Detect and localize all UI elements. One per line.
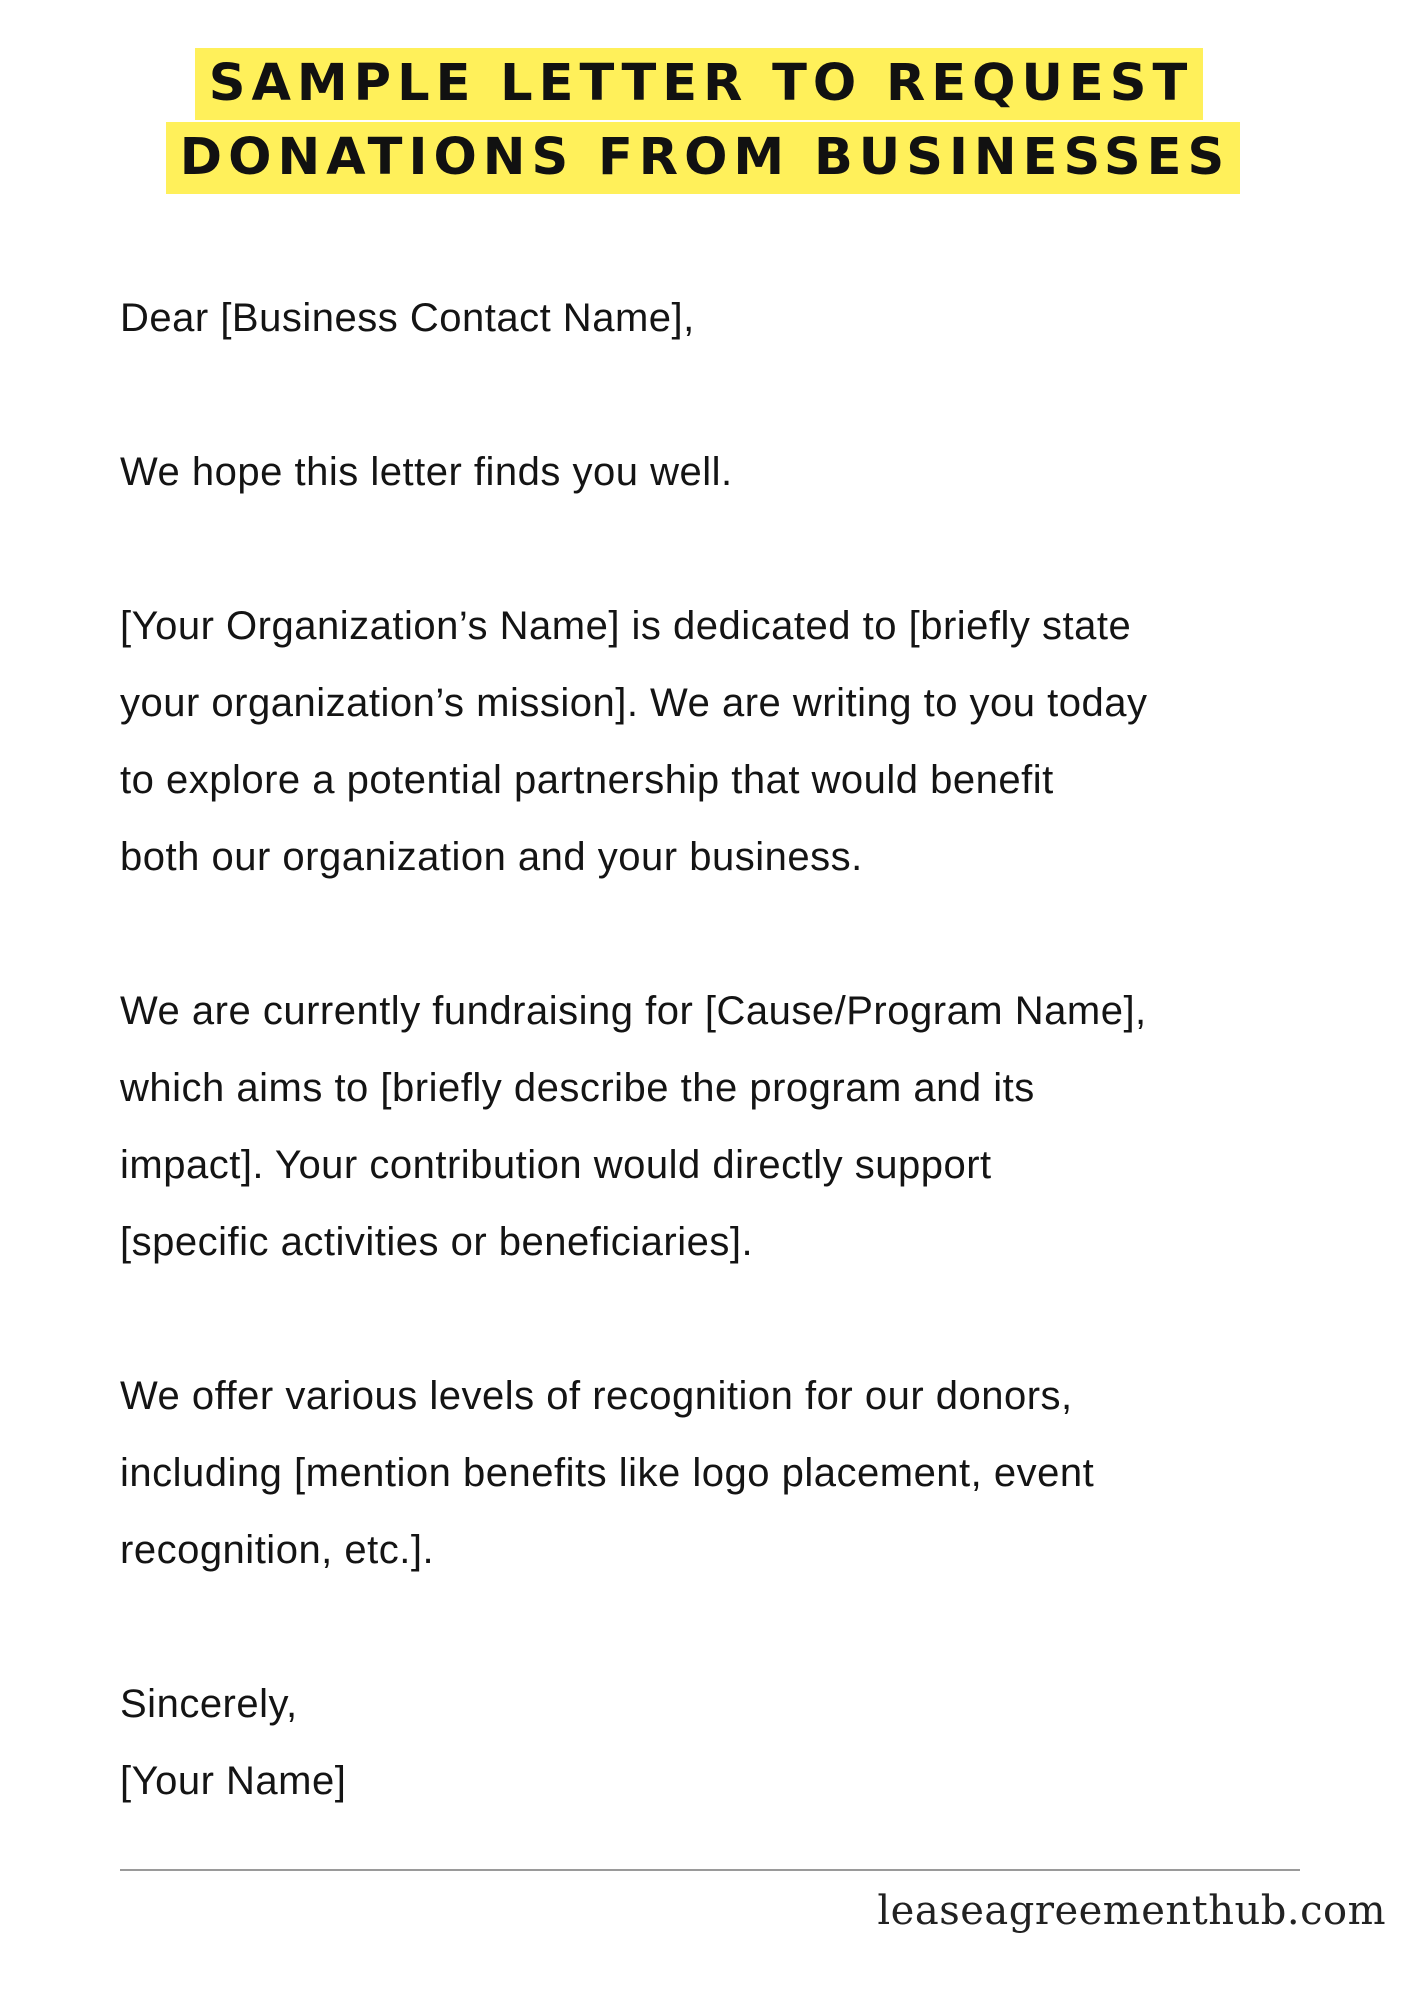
paragraph-line: [Your Organization’s Name] is dedicated to [briefly state	[120, 604, 1132, 648]
closing-text: Sincerely,	[120, 1682, 298, 1726]
paragraph-line: recognition, etc.].	[120, 1528, 435, 1572]
paragraph-mission	[120, 588, 1350, 896]
paragraph-line: to explore a potential partnership that would benefit	[120, 758, 1054, 802]
paragraph-line: including [mention benefits like logo placement, event	[120, 1451, 1095, 1495]
opening-text: We hope this letter finds you well.	[120, 450, 733, 494]
signature-text: [Your Name]	[120, 1759, 347, 1803]
opening-paragraph	[120, 434, 1350, 511]
paragraph-line: [specific activities or beneficiaries].	[120, 1220, 754, 1264]
paragraph-line: impact]. Your contribution would directly support	[120, 1143, 992, 1187]
paragraph-recognition	[120, 1358, 1350, 1589]
paragraph-fundraising	[120, 973, 1350, 1281]
closing-block	[120, 1666, 1350, 1820]
page-title	[0, 48, 1414, 196]
paragraph-line: which aims to [briefly describe the program and its	[120, 1066, 1035, 1110]
paragraph-line: your organization’s mission]. We are writing to you today	[120, 681, 1148, 725]
salutation	[120, 280, 1350, 357]
title-line-1: SAMPLE LETTER TO REQUEST	[195, 48, 1204, 120]
paragraph-line: both our organization and your business.	[120, 835, 863, 879]
salutation-text: Dear [Business Contact Name],	[120, 296, 695, 340]
paragraph-line: We are currently fundraising for [Cause/Program Name],	[120, 989, 1147, 1033]
paragraph-line: We offer various levels of recognition for our donors,	[120, 1374, 1073, 1418]
letter-body	[120, 280, 1350, 1820]
footer-brand: leaseagreementhub.com	[877, 1888, 1386, 1934]
footer-divider	[120, 1869, 1300, 1871]
title-line-2: DONATIONS FROM BUSINESSES	[166, 122, 1240, 194]
